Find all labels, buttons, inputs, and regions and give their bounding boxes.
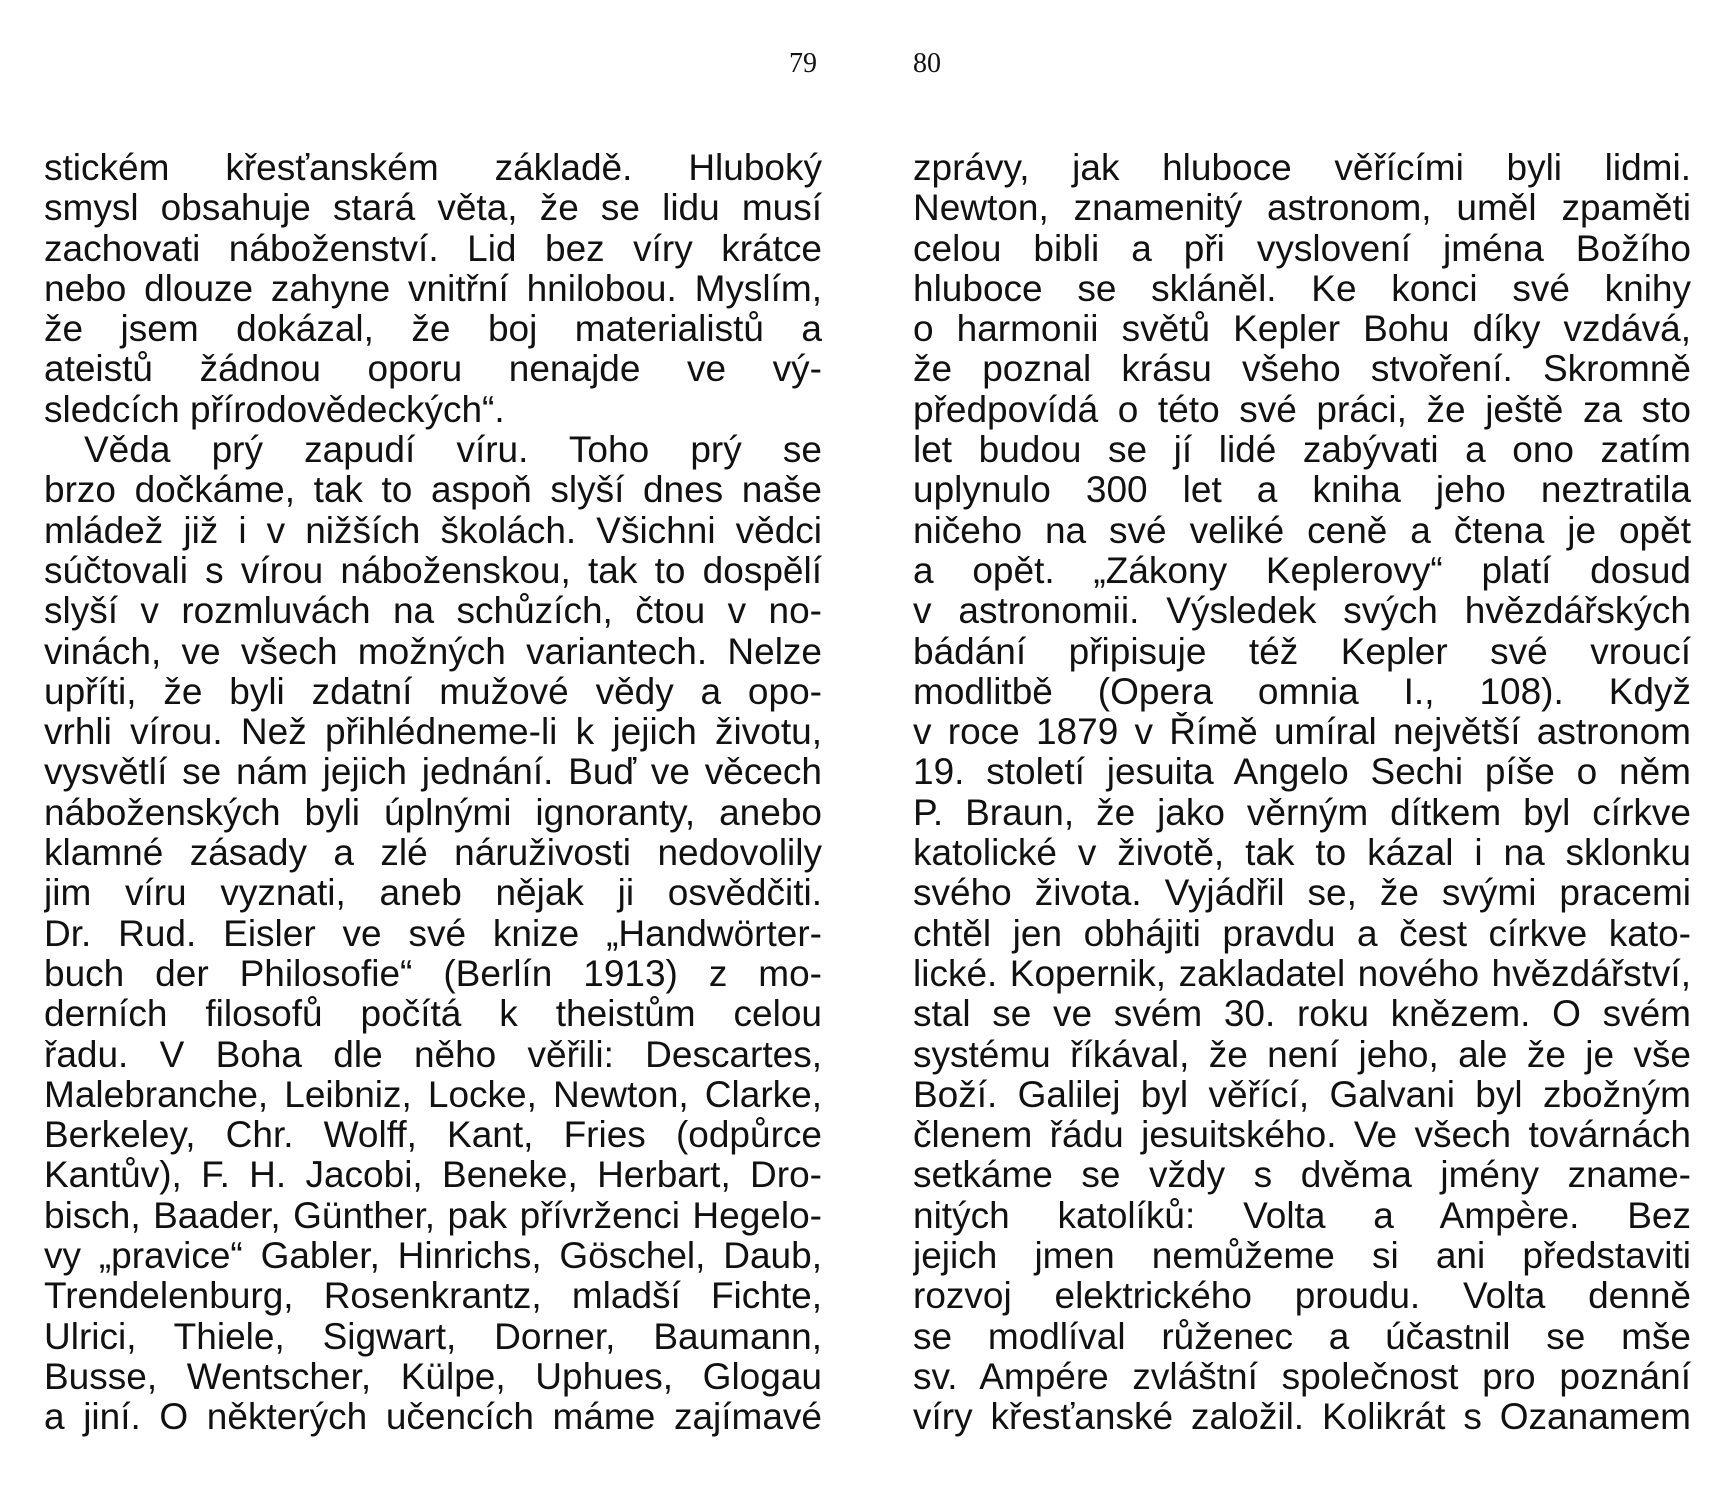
text-line: Malebranche, Leibniz, Locke, Newton, Clarke, bbox=[44, 1074, 822, 1115]
text-line: Boží. Galilej byl věřící, Galvani byl zbožným bbox=[913, 1074, 1691, 1115]
text-line: zachovati náboženství. Lid bez víry krátce bbox=[44, 228, 822, 269]
text-line: předpovídá o této své práci, že ještě za sto bbox=[913, 389, 1691, 430]
text-line: smysl obsahuje stará věta, že se lidu musí bbox=[44, 188, 822, 229]
text-line: setkáme se vždy s dvěma jmény zname- bbox=[913, 1155, 1691, 1196]
text-line: súčtovali s vírou náboženskou, tak to dospělí bbox=[44, 550, 822, 591]
text-line: sledcích přírodovědeckých“. bbox=[44, 389, 505, 430]
text-line: členem řádu jesuitského. Ve všech továrnách bbox=[913, 1115, 1691, 1156]
text-line: vinách, ve všech možných variantech. Nelze bbox=[44, 631, 822, 672]
text-line: v roce 1879 v Římě umíral největší astronom bbox=[913, 712, 1691, 753]
text-line: Berkeley, Chr. Wolff, Kant, Fries (odpůrce bbox=[44, 1115, 822, 1156]
text-line: zprávy, jak hluboce věřícími byli lidmi. bbox=[913, 148, 1691, 188]
text-line: jejich jmen nemůžeme si ani představiti bbox=[913, 1236, 1691, 1277]
text-line: Ulrici, Thiele, Sigwart, Dorner, Baumann, bbox=[44, 1316, 822, 1357]
text-line: 19. století jesuita Angelo Sechi píše o něm bbox=[913, 752, 1691, 793]
page-number-right: 80 bbox=[913, 48, 941, 79]
text-line: buch der Philosofie“ (Berlín 1913) z mo- bbox=[44, 953, 822, 994]
page-number-left: 79 bbox=[789, 48, 817, 79]
text-line: Dr. Rud. Eisler ve své knize „Handwörter- bbox=[44, 913, 822, 954]
text-line: derních filosofů počítá k theistům celou bbox=[44, 994, 822, 1035]
text-line: o harmonii světů Kepler Bohu díky vzdává, bbox=[913, 309, 1691, 350]
text-line: jim víru vyznati, aneb nějak ji osvědčiti. bbox=[44, 873, 822, 914]
text-line: vysvětlí se nám jejich jednání. Buď ve věcech bbox=[44, 752, 822, 793]
text-line: lické. Kopernik, zakladatel nového hvězdářství, bbox=[913, 953, 1691, 994]
text-line: Trendelenburg, Rosenkrantz, mladší Fichte, bbox=[44, 1276, 822, 1317]
text-line: nitých katolíků: Volta a Ampère. Bez bbox=[913, 1195, 1691, 1236]
text-line: celou bibli a při vyslovení jména Božího bbox=[913, 228, 1691, 269]
text-line: Kantův), F. H. Jacobi, Beneke, Herbart, Dro- bbox=[44, 1155, 822, 1196]
text-line: náboženských byli úplnými ignoranty, anebo bbox=[44, 792, 822, 833]
text-line: bisch, Baader, Günther, pak přívrženci Hegelo- bbox=[44, 1195, 822, 1236]
text-line: klamné zásady a zlé náruživosti nedovolily bbox=[44, 833, 822, 874]
text-line: nebo dlouze zahyne vnitřní hnilobou. Myslím, bbox=[44, 268, 822, 309]
text-line: P. Braun, že jako věrným dítkem byl církve bbox=[913, 792, 1691, 833]
text-line: systému říkával, že není jeho, ale že je vše bbox=[913, 1034, 1691, 1075]
text-line: bádání připisuje též Kepler své vroucí bbox=[913, 631, 1691, 672]
text-line: svého života. Vyjádřil se, že svými pracemi bbox=[913, 873, 1691, 914]
text-line: že jsem dokázal, že boj materialistů a bbox=[44, 309, 822, 350]
text-line: Busse, Wentscher, Külpe, Uphues, Glogau bbox=[44, 1356, 822, 1397]
text-line: modlitbě (Opera omnia I., 108). Když bbox=[913, 671, 1691, 712]
text-line: brzo dočkáme, tak to aspoň slyší dnes naše bbox=[44, 470, 822, 511]
text-line: slyší v rozmluvách na schůzích, čtou v no- bbox=[44, 591, 822, 632]
text-line: ničeho na své veliké ceně a čtena je opět bbox=[913, 510, 1691, 551]
text-line: se modlíval růženec a účastnil se mše bbox=[913, 1316, 1691, 1357]
text-line: katolické v životě, tak to kázal i na sklonku bbox=[913, 833, 1691, 874]
text-line: řadu. V Boha dle něho věřili: Descartes, bbox=[44, 1034, 822, 1075]
text-line: a opět. „Zákony Keplerovy“ platí dosud bbox=[913, 550, 1691, 591]
text-line: vrhli vírou. Než přihlédneme-li k jejich životu, bbox=[44, 712, 822, 753]
text-line: chtěl jen obhájiti pravdu a čest církve kato- bbox=[913, 913, 1691, 954]
text-line: rozvoj elektrického proudu. Volta denně bbox=[913, 1276, 1691, 1317]
text-line: ateistů žádnou oporu nenajde ve vý- bbox=[44, 349, 822, 390]
text-line: let budou se jí lidé zabývati a ono zatím bbox=[913, 430, 1691, 471]
text-line: stal se ve svém 30. roku knězem. O svém bbox=[913, 994, 1691, 1035]
text-line: sv. Ampére zvláštní společnost pro poznání bbox=[913, 1356, 1691, 1397]
text-line: a jiní. O některých učencích máme zajímavé bbox=[44, 1397, 822, 1438]
text-line: v astronomii. Výsledek svých hvězdářských bbox=[913, 591, 1691, 632]
text-line: víry křesťanské založil. Kolikrát s Ozanamem bbox=[913, 1397, 1691, 1438]
text-line: upříti, že byli zdatní mužové vědy a opo- bbox=[44, 671, 822, 712]
text-line: že poznal krásu všeho stvoření. Skromně bbox=[913, 349, 1691, 390]
text-line: mládež již i v nižších školách. Všichni vědci bbox=[44, 510, 822, 551]
text-line: Newton, znamenitý astronom, uměl zpaměti bbox=[913, 188, 1691, 229]
text-line: vy „pravice“ Gabler, Hinrichs, Göschel, Daub, bbox=[44, 1236, 822, 1277]
text-line: Věda prý zapudí víru. Toho prý se bbox=[84, 430, 822, 471]
right-text-column bbox=[913, 148, 1691, 1438]
left-text-column bbox=[44, 148, 822, 1438]
text-line: stickém křesťanském základě. Hluboký bbox=[44, 148, 822, 188]
text-line: hluboce se skláněl. Ke konci své knihy bbox=[913, 268, 1691, 309]
text-line: uplynulo 300 let a kniha jeho neztratila bbox=[913, 470, 1691, 511]
